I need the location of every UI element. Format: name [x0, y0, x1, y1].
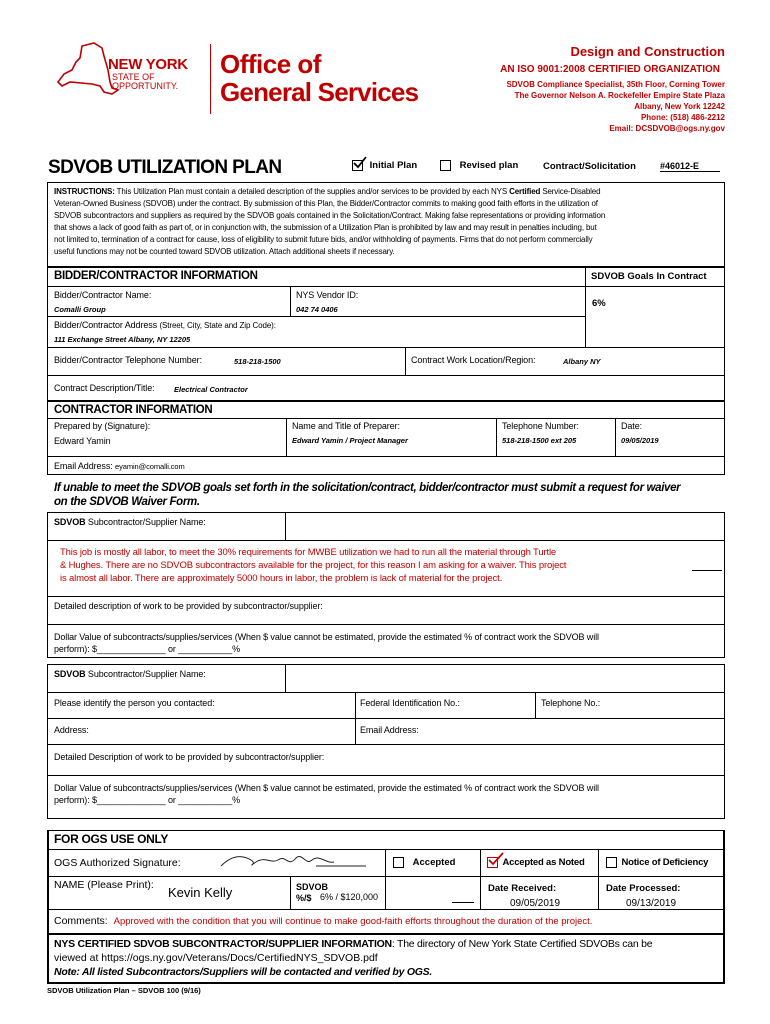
- ogs-section-title: FOR OGS USE ONLY: [54, 832, 169, 846]
- check-icon: [353, 156, 367, 170]
- comments-label: Comments:: [54, 915, 108, 927]
- instructions-label: INSTRUCTIONS:: [54, 187, 115, 196]
- contractor-phone-label: Telephone Number:: [502, 421, 579, 431]
- address-line3: Albany, New York 12242: [634, 102, 725, 111]
- bidder-telephone-label: Bidder/Contractor Telephone Number:: [54, 355, 202, 365]
- date-received-value[interactable]: 09/05/2019: [510, 898, 561, 909]
- preparer-name-label: Name and Title of Preparer:: [292, 421, 400, 431]
- directory-link[interactable]: viewed at https://ogs.ny.gov/Veterans/Docs/CertifiedNYS_SDVOB.pdf: [54, 952, 378, 964]
- work-location-field[interactable]: Albany NY: [563, 357, 601, 366]
- phone-text: Phone: (518) 486-2212: [640, 113, 725, 122]
- revised-plan-label: Revised plan: [459, 160, 519, 172]
- date-processed-value[interactable]: 09/13/2019: [626, 898, 677, 909]
- prepared-by-field[interactable]: Edward Yamin: [54, 436, 111, 446]
- accepted-checkbox[interactable]: [393, 857, 404, 868]
- deficiency-checkbox[interactable]: [606, 857, 617, 868]
- contractor-phone-field[interactable]: 518-218-1500 ext 205: [502, 436, 577, 445]
- logo-divider: [210, 44, 211, 114]
- iso-text: AN ISO 9001:2008 CERTIFIED ORGANIZATION: [500, 64, 720, 75]
- bidder-section: [47, 267, 725, 401]
- bidder-address-label: Bidder/Contractor Address (Street, City, State and Zip Code):: [54, 320, 276, 330]
- contract-description-field[interactable]: Electrical Contractor: [174, 385, 248, 394]
- ogs-name-label: NAME (Please Print):: [54, 879, 154, 891]
- initial-plan-label: Initial Plan: [369, 160, 418, 172]
- sub2-description-label: Detailed Description of work to be provided by subcontractor/supplier:: [54, 752, 325, 762]
- ny-logo-sub1: STATE OF: [112, 72, 155, 82]
- sub2-name-label: SDVOB Subcontractor/Supplier Name:: [54, 669, 206, 679]
- initial-plan-checkbox[interactable]: [352, 160, 363, 171]
- bidder-name-field[interactable]: Comalli Group: [54, 305, 106, 314]
- sub1-description-label: Detailed description of work to be provided by subcontractor/supplier:: [54, 601, 323, 611]
- contract-description-label: Contract Description/Title:: [54, 383, 155, 393]
- work-location-label: Contract Work Location/Region:: [411, 355, 536, 365]
- ny-logo-sub2: OPPORTUNITY.: [112, 81, 179, 91]
- bidder-section-title: BIDDER/CONTRACTOR INFORMATION: [54, 270, 258, 282]
- address-line2: The Governor Nelson A. Rockefeller Empire State Plaza: [514, 91, 725, 100]
- ny-state-logo: [52, 40, 212, 110]
- sub1-dollar-value[interactable]: Dollar Value of subcontracts/supplies/services (When $ value cannot be estimated, provide the estimated % of contract work the SDVOB will perform): $______________ or ___________%: [54, 632, 599, 654]
- deficiency-option[interactable]: Notice of Deficiency: [606, 857, 708, 868]
- revised-plan-option[interactable]: [440, 160, 518, 171]
- form-footer: SDVOB Utilization Plan – SDVOB 100 (9/16): [47, 986, 201, 995]
- ogs-logo-line2: General Services: [220, 77, 419, 107]
- date-received-label: Date Received:: [488, 883, 557, 894]
- vendor-id-field[interactable]: 042 74 0406: [296, 305, 338, 314]
- address-line1: SDVOB Compliance Specialist, 35th Floor, Corning Tower: [506, 80, 725, 89]
- instructions-text: INSTRUCTIONS: This Utilization Plan must contain a detailed description of the supplies and/or services to be provided by each NYS Certified Service-Disabled Veteran-Owned Business (SDVOB) under the contract. By submission of this Plan, the Bidder/Contractor commits to making good faith efforts in the utilization of SDVOB subcontractors and suppliers as required by the SDVOB goals contained in the Solicitation/Contract. Making false representations or providing information that shows a lack of good faith as part of, or in conjunction with, the submission of a Utilization Plan is prohibited by law and may result in penalties including, but not limited to, termination of a contract for cause, loss of eligibility to submit future bids, and/or withholding of payments. Firms that do not perform commercially useful functions may not be counted toward SDVOB utilization. Attach additional sheets if necessary.: [54, 187, 606, 256]
- check-icon: [488, 852, 504, 868]
- sub2-name-field[interactable]: [286, 665, 724, 691]
- waiver-note: If unable to meet the SDVOB goals set forth in the solicitation/contract, bidder/contractor must submit a request for waiver on the SDVOB Waiver Form.: [54, 482, 681, 508]
- sub1-waiver-comment: This job is mostly all labor, to meet the 30% requirements for MWBE utilization we had to run all the material through Turtle & Hughes. There are no SDVOB subcontractors available for the project, for this reason I am asking for a waiver. This project is almost all labor. There are approximately 5000 hours in labor, the problem is lack of material for the project.: [60, 547, 567, 584]
- date-processed-label: Date Processed:: [606, 883, 681, 894]
- preparer-name-field[interactable]: Edward Yamin / Project Manager: [292, 436, 408, 445]
- ogs-name-field[interactable]: Kevin Kelly: [168, 885, 233, 900]
- sub2-contact-label: Please identify the person you contacted:: [54, 698, 215, 708]
- sdvob-goals-label: SDVOB Goals In Contract: [591, 271, 707, 282]
- vendor-id-label: NYS Vendor ID:: [296, 290, 359, 300]
- email-label: Email Address: eyamin@comalli.com: [54, 461, 185, 471]
- date-field[interactable]: 09/05/2019: [621, 436, 659, 445]
- sub2-dollar-value[interactable]: Dollar Value of subcontracts/supplies/services (When $ value cannot be estimated, provide the estimated % of contract work the SDVOB will perform): $______________ or ___________%: [54, 783, 599, 805]
- email-field[interactable]: eyamin@comalli.com: [115, 462, 185, 471]
- ogs-signature[interactable]: [216, 848, 366, 874]
- contractor-section-title: CONTRACTOR INFORMATION: [54, 404, 213, 416]
- dept-name: Design and Construction: [570, 44, 725, 59]
- comments-row: [54, 915, 592, 927]
- sdvob-pct-value[interactable]: 6% / $120,000: [320, 892, 379, 902]
- directory-info: NYS CERTIFIED SDVOB SUBCONTRACTOR/SUPPLIER INFORMATION: The directory of New York State Certified SDVOBs can be viewed at https://ogs.ny.gov/Veterans/Docs/CertifiedNYS_SDVOB.pdf Note: All listed Subcontractors/Suppliers will be contacted and verified by OGS.: [54, 938, 653, 978]
- accepted-noted-option[interactable]: Accepted as Noted: [487, 857, 585, 868]
- sub2-email-label: Email Address:: [360, 725, 419, 735]
- revised-plan-checkbox[interactable]: [440, 160, 451, 171]
- sub1-name-field[interactable]: [286, 513, 724, 539]
- bidder-telephone-field[interactable]: 518-218-1500: [234, 357, 281, 366]
- bidder-address-field[interactable]: 111 Exchange Street Albany, NY 12205: [54, 335, 191, 344]
- ogs-logo-line1: Office of: [220, 49, 321, 79]
- initial-plan-option[interactable]: [352, 160, 417, 171]
- sub2-phone-label: Telephone No.:: [541, 698, 601, 708]
- email-text: Email: DCSDVOB@ogs.ny.gov: [609, 124, 725, 133]
- sub1-name-label: SDVOB Subcontractor/Supplier Name:: [54, 517, 206, 527]
- prepared-by-label: Prepared by (Signature):: [54, 421, 151, 431]
- sdvob-goals-value: 6%: [592, 298, 606, 309]
- page-title: SDVOB UTILIZATION PLAN: [48, 157, 282, 178]
- date-label: Date:: [621, 421, 643, 431]
- ogs-signature-label: OGS Authorized Signature:: [54, 857, 181, 869]
- sdvob-pct-label: SDVOB %/$: [296, 882, 329, 903]
- comments-field[interactable]: Approved with the condition that you will continue to make good-faith efforts throughout the duration of the project.: [113, 916, 593, 927]
- accepted-option[interactable]: Accepted: [393, 857, 455, 868]
- directory-note: Note: All listed Subcontractors/Suppliers will be contacted and verified by OGS.: [54, 966, 433, 978]
- bidder-name-label: Bidder/Contractor Name:: [54, 290, 152, 300]
- sub2-address-label: Address:: [54, 725, 89, 735]
- sub2-fedid-label: Federal Identification No.:: [360, 698, 460, 708]
- contract-number: #46012-E: [660, 161, 720, 172]
- contract-solicitation-label: Contract/Solicitation: [543, 161, 636, 172]
- ny-logo-title: NEW YORK: [108, 56, 188, 73]
- accepted-noted-checkbox[interactable]: [487, 857, 498, 868]
